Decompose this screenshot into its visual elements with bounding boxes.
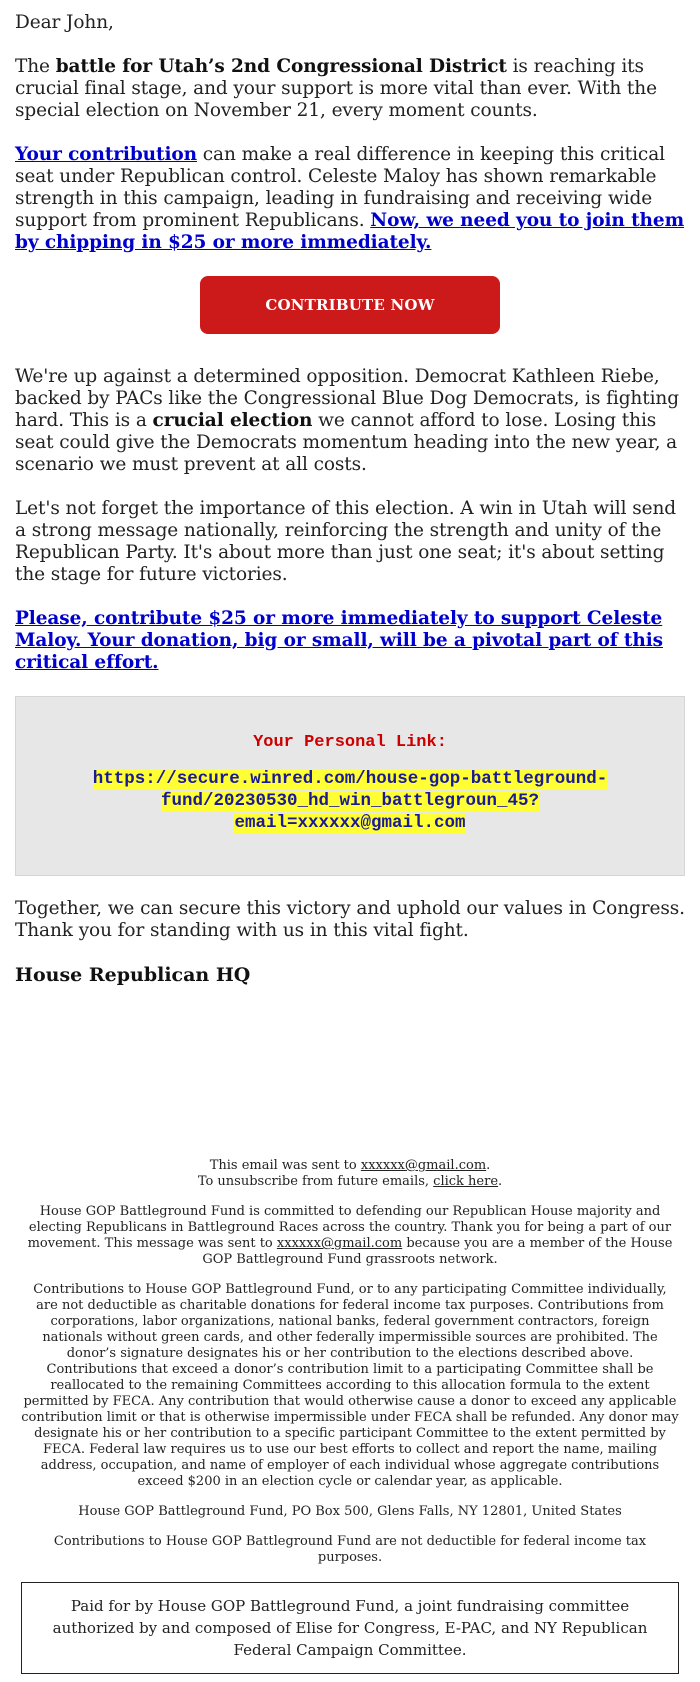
footer-sent-email-link[interactable]: xxxxxx@gmail.com <box>360 1158 487 1173</box>
footer-sent-to <box>21 1158 679 1190</box>
footer-about-pre: House GOP Battleground Fund is committed to defending our Republican House majority and electing Republicans in Battleground Races across the country. Thank you for being a part of our movement. This message was sent to <box>27 1204 672 1251</box>
closing-paragraph: Together, we can secure this victory and uphold our values in Congress. Thank you for standing with us in this vital fight. <box>15 898 685 941</box>
opposition-pre: We're up against a determined opposition. Democrat Kathleen Riebe, backed by PACs like the Congressional Blue Dog Democrats, is fighting hard. This is a <box>15 366 679 431</box>
opposition-bold: crucial election <box>152 410 313 431</box>
personal-link-box <box>15 696 685 876</box>
contribution-text: can make a real difference in keeping this critical seat under Republican control. Celeste Maloy has shown remarkable strength in this campaign, leading in fundraising and receiving wide support from prominent Republicans. <box>15 144 665 231</box>
contribute-25-link[interactable]: Please, contribute $25 or more immediately to support Celeste Maloy. Your donation, big or small, will be a pivotal part of this critical effort. <box>15 608 663 673</box>
your-contribution-link[interactable]: Your contribution <box>15 144 197 165</box>
chip-in-link[interactable]: Now, we need you to join them by chipping in $25 or more immediately. <box>15 210 685 253</box>
personal-link-url-wrap <box>16 768 684 834</box>
intro-bold: battle for Utah’s 2nd Congressional District <box>55 56 507 77</box>
opposition-post: we cannot afford to lose. Losing this seat could give the Democrats momentum heading into the new year, a scenario we must prevent at all costs. <box>15 410 678 475</box>
footer-about <box>21 1204 679 1268</box>
contribution-paragraph <box>15 144 685 254</box>
signature: House Republican HQ <box>15 964 251 986</box>
footer-sent-pre: This email was sent to <box>209 1158 361 1173</box>
footer-legal: Contributions to House GOP Battleground Fund, or to any participating Committee individually, are not deductible as charitable donations for federal income tax purposes. Contributions from corporations, labor organizations, national banks, federal government contractors, foreign nationals without green cards, and other federally impermissible sources are prohibited. The donor’s signature designates his or her contribution to the elections described above. Contributions that exceed a donor’s contribution limit to a participating Committee shall be reallocated to the remaining Committees according to this allocation formula to the extent permitted by FECA. Any contribution that would otherwise cause a donor to exceed any applicable contribution limit or that is otherwise impermissible under FECA shall be refunded. Any donor may designate his or her contribution to a specific participant Committee to the extent permitted by FECA. Federal law requires us to use our best efforts to collect and report the name, mailing address, occupation, and name of employer of each individual whose aggregate contributions exceed $200 in an election cycle or calendar year, as applicable. <box>21 1282 679 1489</box>
footer-address: House GOP Battleground Fund, PO Box 500, Glens Falls, NY 12801, United States <box>78 1504 622 1519</box>
personal-link-url[interactable]: https://secure.winred.com/house-gop-battleground-fund/20230530_hd_win_battlegroun_45?email=xxxxxx@gmail.com <box>92 769 608 833</box>
opposition-paragraph <box>15 366 685 476</box>
footer-unsub-pre: To unsubscribe from future emails, <box>197 1174 434 1189</box>
cta-container <box>15 276 685 334</box>
intro-post: is reaching its crucial final stage, and your support is more vital than ever. With the special election on November 21, every moment counts. <box>15 56 657 121</box>
contribute-now-button[interactable]: CONTRIBUTE NOW <box>200 276 500 334</box>
footer <box>15 1158 685 1674</box>
paid-for-box: Paid for by House GOP Battleground Fund, a joint fundraising committee authorized by and composed of Elise for Congress, E-PAC, and NY Republican Federal Campaign Committee. <box>21 1582 679 1674</box>
footer-not-deductible: Contributions to House GOP Battleground Fund are not deductible for federal income tax purposes. <box>53 1534 647 1565</box>
footer-sent-post: . <box>486 1158 491 1173</box>
personal-link-title: Your Personal Link: <box>253 733 447 752</box>
footer-unsub-post: . <box>498 1174 503 1189</box>
importance-paragraph: Let's not forget the importance of this election. A win in Utah will send a strong message nationally, reinforcing the strength and unity of the Republican Party. It's about more than just one seat; it's about setting the stage for future victories. <box>15 498 677 585</box>
greeting: Dear John, <box>15 12 114 33</box>
footer-about-email-link[interactable]: xxxxxx@gmail.com <box>276 1236 403 1251</box>
intro-pre: The <box>15 56 56 77</box>
footer-about-post: because you are a member of the House GOP Battleground Fund grassroots network. <box>202 1236 673 1267</box>
contribute-paragraph <box>15 608 685 674</box>
unsubscribe-link[interactable]: click here <box>433 1174 499 1189</box>
intro-paragraph <box>15 56 685 122</box>
